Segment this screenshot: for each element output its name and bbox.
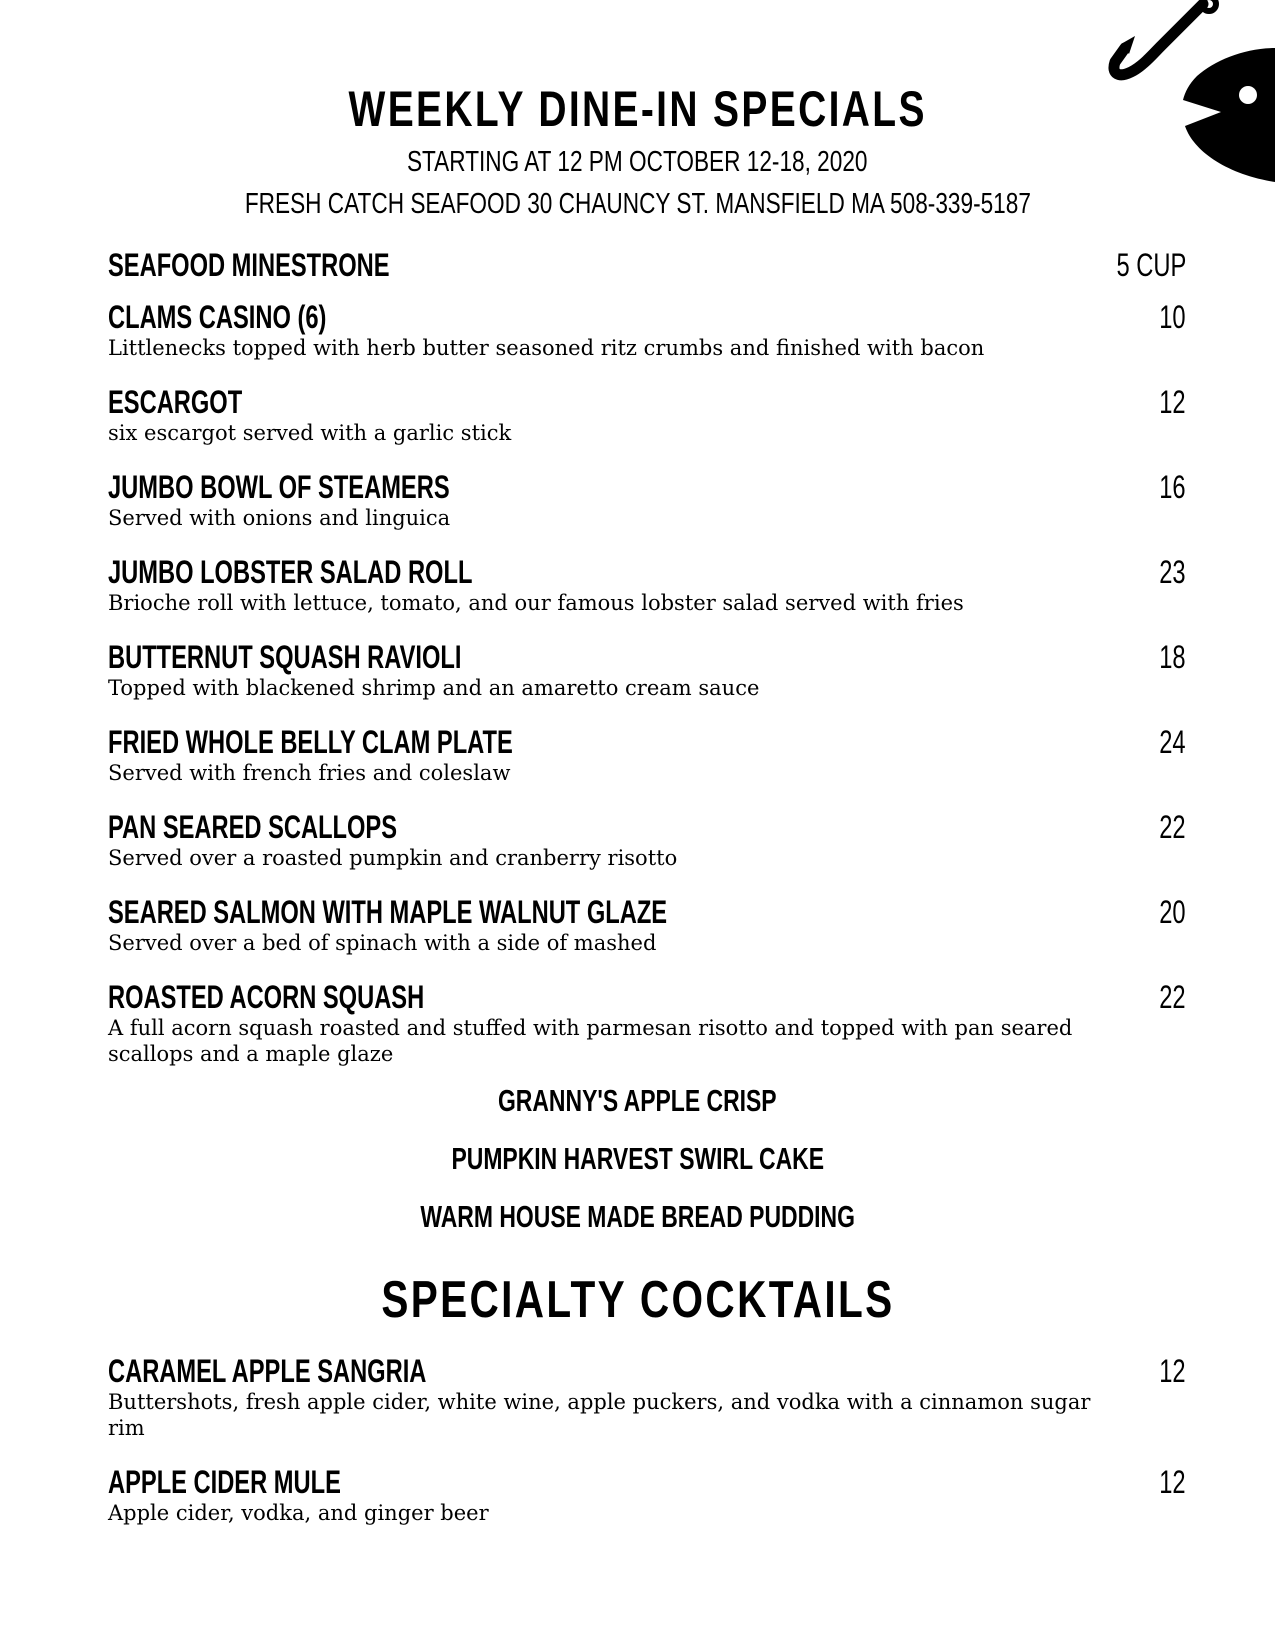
- menu-item-name: PAN SEARED SCALLOPS: [108, 809, 398, 845]
- menu-item-price: 16: [1159, 469, 1186, 505]
- menu-item-description: Served over a roasted pumpkin and cranberry risotto: [108, 846, 678, 870]
- menu-item: [108, 468, 1186, 531]
- menu-item-description: Served with french fries and coleslaw: [108, 761, 511, 785]
- dessert-name: GRANNY'S APPLE CRISP: [498, 1083, 777, 1118]
- cocktail-description: Apple cider, vodka, and ginger beer: [108, 1501, 489, 1525]
- menu-item: [108, 298, 1186, 361]
- menu-item: [108, 638, 1186, 701]
- desserts-list: [0, 1082, 1275, 1256]
- date-line-text: STARTING AT 12 PM OCTOBER 12-18, 2020: [407, 146, 868, 178]
- menu-item-price: 24: [1159, 724, 1186, 760]
- menu-item-name: ROASTED ACORN SQUASH: [108, 979, 425, 1015]
- date-line: [0, 146, 1275, 179]
- dessert-item: [0, 1140, 1275, 1198]
- menu-item-price: 12: [1159, 384, 1186, 420]
- menu-item-description: Brioche roll with lettuce, tomato, and our famous lobster salad served with fries: [108, 591, 964, 615]
- cocktail-price: 12: [1159, 1464, 1186, 1500]
- restaurant-info-text: FRESH CATCH SEAFOOD 30 CHAUNCY ST. MANSFIELD MA 508-339-5187: [244, 188, 1031, 220]
- menu-item-price: 10: [1159, 299, 1186, 335]
- cocktails-heading: [0, 1270, 1275, 1330]
- menu-item-price: 5 CUP: [1116, 247, 1186, 283]
- menu-item-name: ESCARGOT: [108, 384, 243, 420]
- menu-item-price: 18: [1159, 639, 1186, 675]
- menu-item-price: 22: [1159, 809, 1186, 845]
- menu-item-description: six escargot served with a garlic stick: [108, 421, 512, 445]
- menu-item: [108, 383, 1186, 446]
- menu-item-description: Topped with blackened shrimp and an amaretto cream sauce: [108, 676, 760, 700]
- menu-item-name: SEAFOOD MINESTRONE: [108, 247, 390, 283]
- menu-item: [108, 893, 1186, 956]
- cocktail-price: 12: [1159, 1353, 1186, 1389]
- cocktail-name: CARAMEL APPLE SANGRIA: [108, 1353, 427, 1389]
- menu-item-name: JUMBO BOWL OF STEAMERS: [108, 469, 450, 505]
- dessert-name: WARM HOUSE MADE BREAD PUDDING: [420, 1199, 855, 1234]
- menu-item-name: SEARED SALMON WITH MAPLE WALNUT GLAZE: [108, 894, 668, 930]
- menu-item: [108, 978, 1186, 1067]
- dessert-item: [0, 1082, 1275, 1140]
- menu-item-name: FRIED WHOLE BELLY CLAM PLATE: [108, 724, 513, 760]
- cocktail-item: [108, 1463, 1186, 1526]
- menu-item-name: CLAMS CASINO (6): [108, 299, 327, 335]
- page-title-text: WEEKLY DINE-IN SPECIALS: [348, 81, 927, 137]
- menu-item-price: 22: [1159, 979, 1186, 1015]
- page-title: [0, 80, 1275, 138]
- cocktails-list: [108, 1352, 1186, 1548]
- menu-item-price: 20: [1159, 894, 1186, 930]
- menu-item-description: A full acorn squash roasted and stuffed with parmesan risotto and topped with pan seared scallops and a maple glaze: [108, 1016, 1073, 1066]
- menu-item-name: JUMBO LOBSTER SALAD ROLL: [108, 554, 473, 590]
- menu-item: [108, 553, 1186, 616]
- menu-item: [108, 246, 1186, 284]
- menu-item-name: BUTTERNUT SQUASH RAVIOLI: [108, 639, 462, 675]
- cocktail-name: APPLE CIDER MULE: [108, 1464, 341, 1500]
- specials-list: [108, 246, 1186, 1089]
- menu-item-description: Littlenecks topped with herb butter seasoned ritz crumbs and finished with bacon: [108, 336, 985, 360]
- menu-item: [108, 723, 1186, 786]
- cocktails-heading-text: SPECIALTY COCKTAILS: [380, 1271, 895, 1329]
- menu-item: [108, 808, 1186, 871]
- cocktail-item: [108, 1352, 1186, 1441]
- menu-item-description: Served with onions and linguica: [108, 506, 451, 530]
- restaurant-info-line: [0, 188, 1275, 221]
- dessert-item: [0, 1198, 1275, 1256]
- cocktail-description: Buttershots, fresh apple cider, white wine, apple puckers, and vodka with a cinnamon sugar rim: [108, 1390, 1091, 1440]
- menu-item-price: 23: [1159, 554, 1186, 590]
- menu-item-description: Served over a bed of spinach with a side of mashed: [108, 931, 657, 955]
- dessert-name: PUMPKIN HARVEST SWIRL CAKE: [451, 1141, 824, 1176]
